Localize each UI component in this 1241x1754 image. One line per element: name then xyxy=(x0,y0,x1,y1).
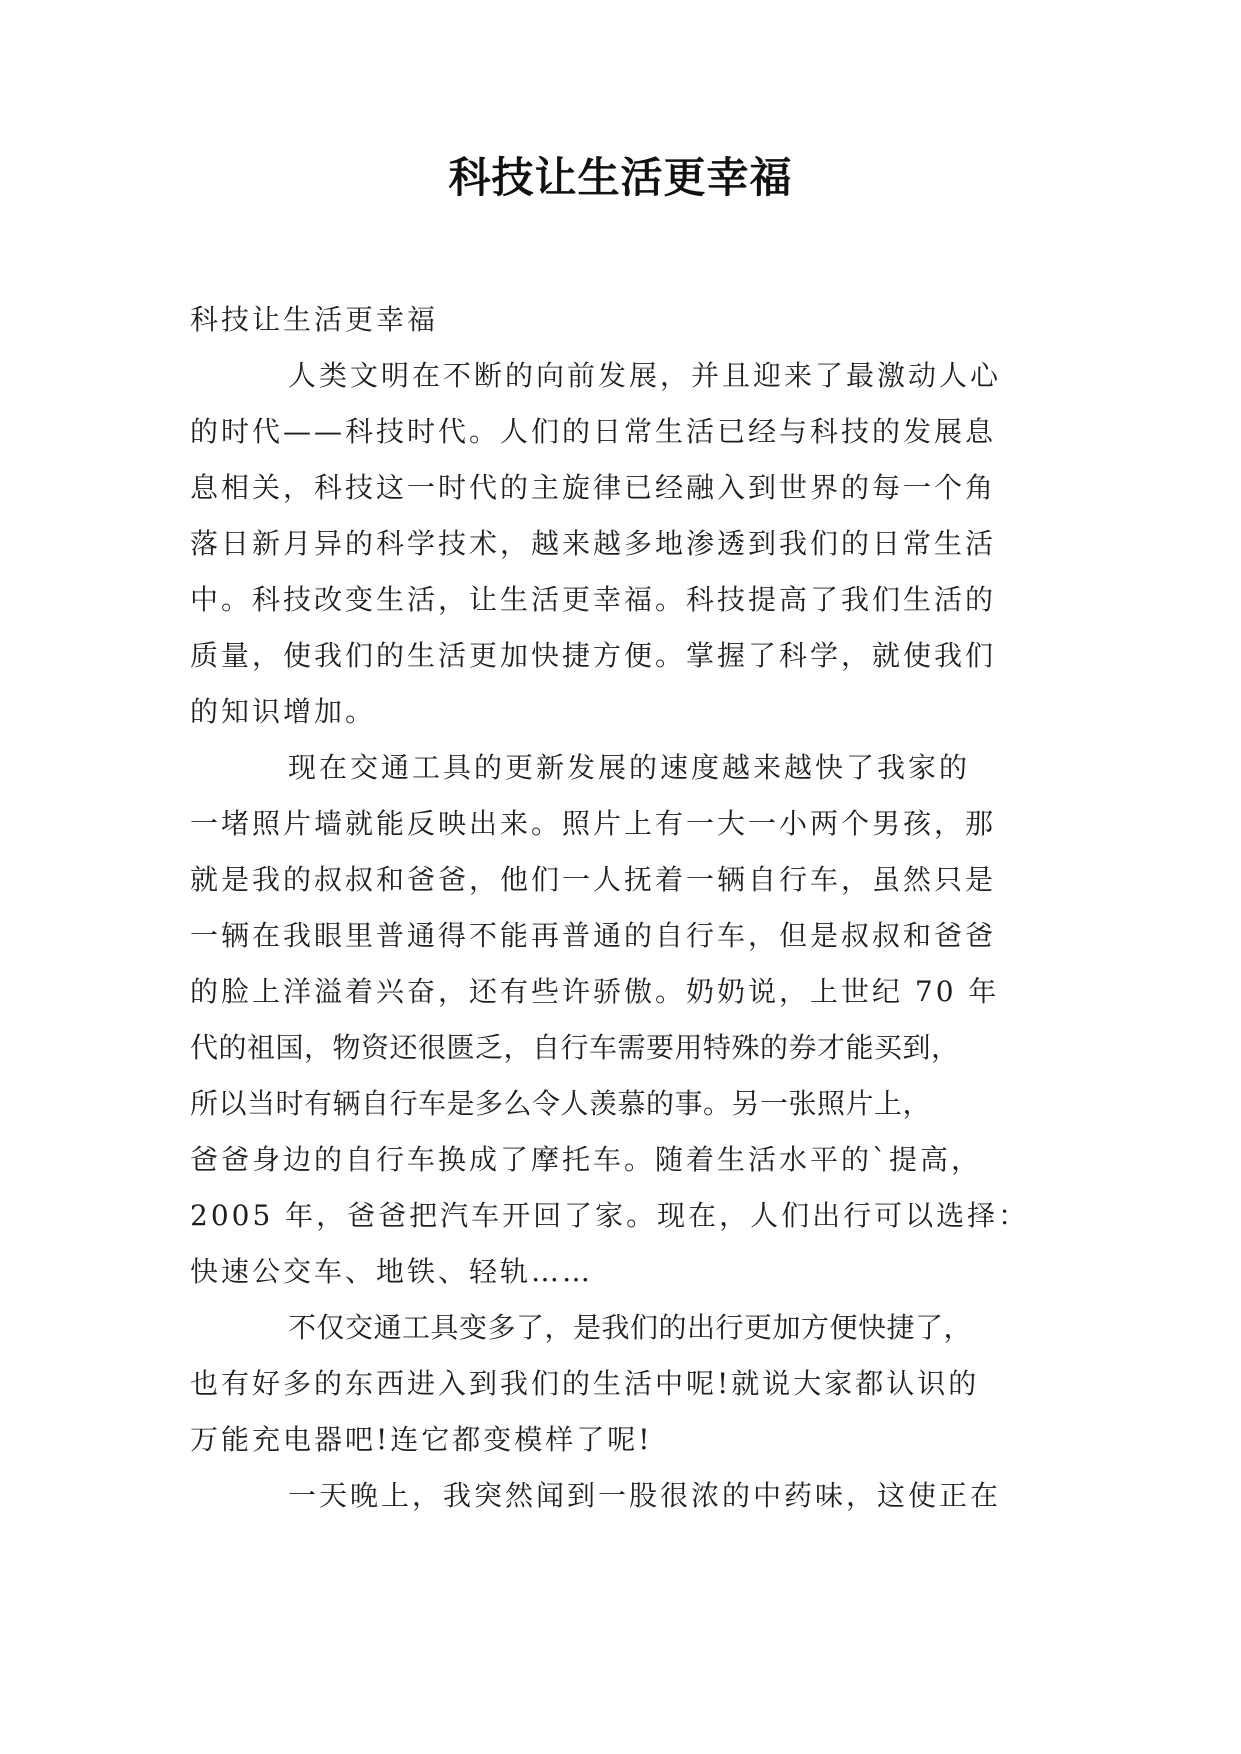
paragraph-line: 所以当时有辆自行车是多么令人羡慕的事。另一张照片上， xyxy=(190,1087,932,1120)
paragraph-line: 质量，使我们的生活更加快捷方便。掌握了科学，就使我们 xyxy=(190,639,997,672)
paragraph-line: 万能充电器吧!连它都变模样了呢! xyxy=(190,1423,653,1456)
paragraph-line: 息相关，科技这一时代的主旋律已经融入到世界的每一个角 xyxy=(190,471,997,504)
paragraph-line: 的脸上洋溢着兴奋，还有些许骄傲。奶奶说，上世纪 70 年 xyxy=(190,975,1000,1008)
document-title: 科技让生活更幸福 xyxy=(448,153,793,202)
paragraph-line: 落日新月异的科学技术，越来越多地渗透到我们的日常生活 xyxy=(190,527,997,560)
paragraph-line: 一堵照片墙就能反映出来。照片上有一大一小两个男孩，那 xyxy=(190,807,997,840)
paragraph-line: 的知识增加。 xyxy=(190,695,377,728)
paragraph-line: 一天晚上，我突然闻到一股很浓的中药味，这使正在 xyxy=(288,1479,1002,1512)
paragraph-line: 快速公交车、地铁、轻轨…… xyxy=(190,1255,594,1288)
paragraph-line: 的时代——科技时代。人们的日常生活已经与科技的发展息 xyxy=(190,415,997,448)
paragraph-line: 一辆在我眼里普通得不能再普通的自行车，但是叔叔和爸爸 xyxy=(190,919,997,952)
document-body xyxy=(190,292,1058,1524)
paragraph-line: 就是我的叔叔和爸爸，他们一人抚着一辆自行车，虽然只是 xyxy=(190,863,997,896)
paragraph-line: 人类文明在不断的向前发展，并且迎来了最激动人心 xyxy=(288,359,1002,392)
paragraph-line: 不仅交通工具变多了，是我们的出行更加方便快捷了， xyxy=(288,1311,973,1344)
paragraph-line: 也有好多的东西进入到我们的生活中呢!就说大家都认识的 xyxy=(190,1367,980,1400)
paragraph-line: 中。科技改变生活，让生活更幸福。科技提高了我们生活的 xyxy=(190,583,997,616)
paragraph-line: 代的祖国，物资还很匮乏，自行车需要用特殊的券才能买到， xyxy=(190,1031,960,1064)
paragraph-line: 2005 年，爸爸把汽车开回了家。现在，人们出行可以选择： xyxy=(190,1199,1030,1232)
paragraph-line: 现在交通工具的更新发展的速度越来越快了我家的 xyxy=(288,751,971,784)
paragraph-line: 爸爸身边的自行车换成了摩托车。随着生活水平的`提高， xyxy=(190,1143,983,1176)
body-heading: 科技让生活更幸福 xyxy=(190,303,439,336)
